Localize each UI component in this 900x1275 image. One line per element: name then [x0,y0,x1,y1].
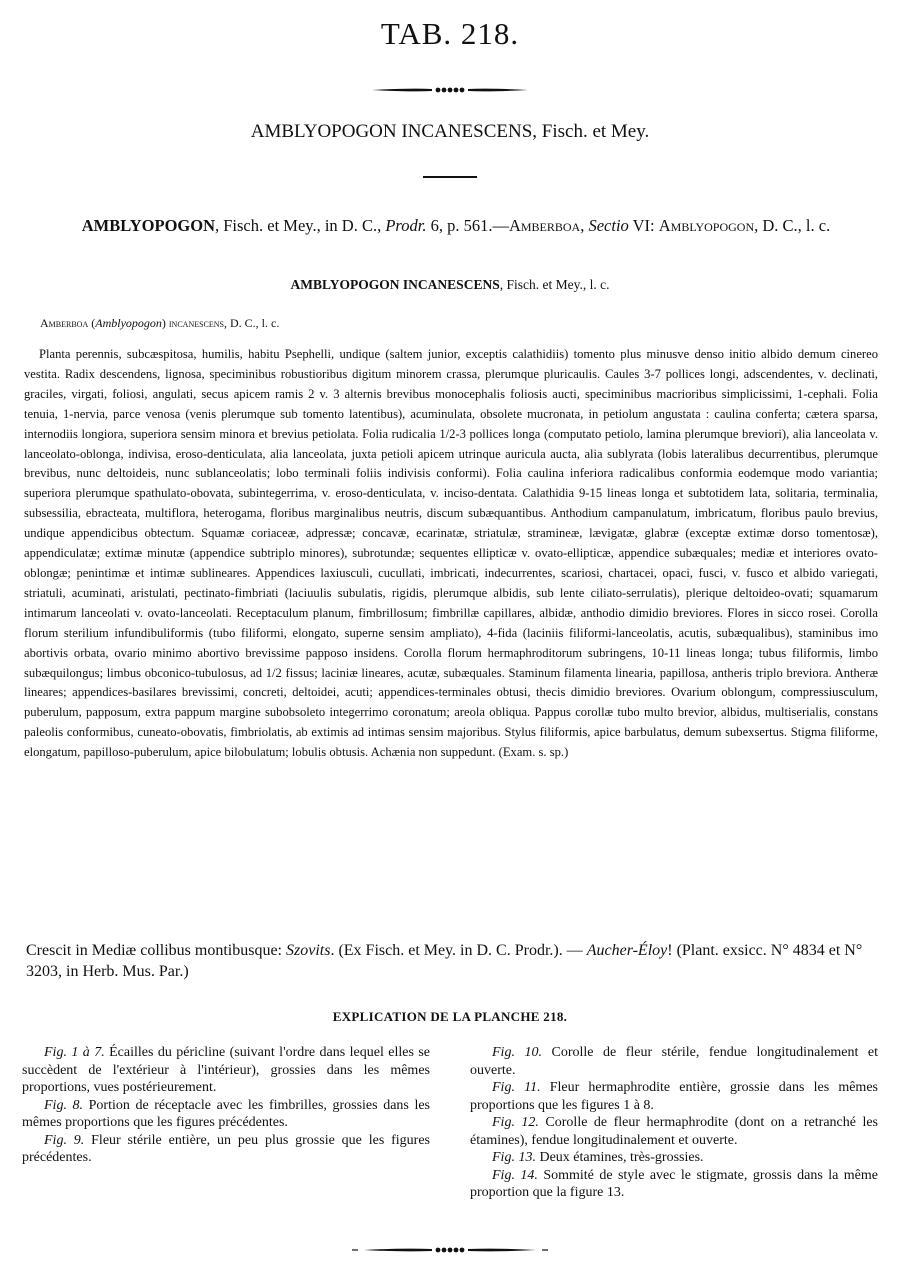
section-word: Sectio [588,216,629,235]
figure-caption: Fig. 12. Corolle de fleur hermaphrodite (dont on a retranché les étamines), fendue longitudinalement et ouverte. [470,1115,878,1148]
species-description: Planta perennis, subcæspitosa, humilis, habitu Psephelli, undique (saltem junior, exceptis calathidiis) tomento plus minusve denso initio albido demum cinereo vestita. Radix descendens, lignosa, speciminibus robustioribus digitum minorem crassa, plerumque pluricaulis. Caules 3-7 pollices longi, adscendentes, v. declinati, graciles, virgati, foliosi, angulati, secus apicem ramis 2 v. 3 alternis brevibus monocephalis foliosis aucti, speciminibus macrioribus simplicissimi, 1-cephali. Folia tenuia, 1-nervia, parce venosa (venis plerumque sub tomento latentibus), acuminulata, obsolete mucronata, in petiolum angustata : caulina conferta; cætera sparsa, internodiis longiora, superiora sensim minora et brevius petiolata. Folia rudicalia 1/2-3 pollices longa (computato petiolo, lamina plerumque breviori), alia lanceolata v. lanceolato-oblonga, indivisa, eroso-denticulata, alia lanceolata, juxta petioli apicem utrinque auricula aucta, alia sublyrata (lobis lateralibus decurrentibus, plerumque brevibus, nunc deltoideis, nunc sublanceolatis; lobo terminali foliis indivisis conformi). Folia caulina inferiora radicalibus conformia eodemque modo variantia; superiora plerumque spathulato-obovata, subintegerrima, v. eroso-denticulata, v. inciso-dentata. Calathidia 9-15 lineas longa et subtotidem lata, solitaria, terminalia, subsessilia, ebracteata, multiflora, heterogama, floribus marginalibus neutris, discum subæquantibus. Anthodium campanulatum, imbricatum, floribus paulo brevius, undique appendicibus obtectum. Squamæ coriaceæ, adpressæ; concavæ, ecarinatæ, striatulæ, stramineæ, lævigatæ, glabræ (exceptæ extimæ dorso tomentosæ), appendiculatæ; extimæ minutæ (appendice subtriplo minores), subrotundæ; sequentes ellipticæ v. ovato-ellipticæ, appendice subæquales; mediæ et interiores ovato-oblongæ; penintimæ et intimæ sublineares. Appendices laxiusculi, cucullati, imbricati, indecurrentes, scariosi, chartacei, opaci, fusci, v. fusco et albido variegati, striatuli, acuminati, aristulati, pectinato-fimbriati (laciuulis subulatis, rigidis, plerumque albidis, sub lente ciliato-serrulatis), plerique deltoideo-ovati; squamarum intimarum lanceolati v. ovato-lanceolati. Receptaculum planum, fimbrillosum; fimbrillæ capillares, albidæ, anthodio dimidio breviores. Flores in sicco rosei. Corolla florum sterilium infundibuliformis (tubo filiformi, elongato, superne sensim ampliato), 4-fida (laciniis filiformi-lanceolatis, acutis, subæqualibus), staminibus imo abortivis orbata, ovario minimo abortivo brevissime papposo insidens. Corolla florum hermaphroditorum subringens, 10-11 lineas longa; tubus filiformis, limbo subæquilongus; limbus obconico-tubulosus, ad 1/2 fissus; laciniæ lineares, acutæ, subæquales. Staminum filamenta linearia, papillosa, antheris triplo breviora. Antheræ lineares; appendices-basilares brevissimi, concreti, deltoidei, acuti; appendices-terminales obtusi, thecis dimidio breviores. Ovarium oblongum, compressiusculum, puberulum, papposum, extra pappum margine subobsoleto integerrimo coronatum; areola obliqua. Pappus corollæ tubo multo brevior, albidus, multiserialis, constans paleolis conformibus, cuneato-obovatis, fimbriolatis, ab extimis ad intimas sensim majoribus. Stylus filiformis, apice barbulatus, demum subexsertus. Stigma filiforme, elongatum, papilloso-puberulum, apice bilobulatum; lobulis obtusis. Achænia non suppedunt. (Exam. s. sp.) [24,347,878,760]
synonym-epithet: incanescens [168,316,225,330]
plate-title: TAB. 218. [380,16,520,51]
habitat-lead: Crescit in Mediæ collibus montibusque: [26,942,286,959]
synonym-genus: Amberboa [40,316,89,330]
section-number: VI: [628,216,659,235]
figure-caption: Fig. 11. Fleur hermaphrodite entière, grossie dans les mêmes proportions que les figures 1 à 8. [470,1080,878,1113]
explication-heading: EXPLICATION DE LA PLANCHE 218. [332,1009,568,1024]
synonym-close: ) [161,316,169,330]
collector-szovits: Szovits [285,942,331,959]
genus-citation [25,215,887,236]
genus-citation-ref: 6, p. 561.— [426,216,509,235]
figures-right-column [470,1044,878,1202]
genus-tail: , D. C., l. c. [754,216,831,235]
species-ref-name: AMBLYOPOGON INCANESCENS [290,277,500,292]
synonym-subgenus: Amblyopogon [95,316,162,330]
genus-name: AMBLYOPOGON [81,216,215,235]
figures-left-column [22,1044,430,1167]
habitat-tail: ! (Plant. exsicc. N° 4834 et N° 3203, in Herb. Mus. Par.) [26,942,863,980]
species-ref-authority: , Fisch. et Mey., l. c. [499,277,610,292]
bottom-ornament [0,1244,900,1258]
genus-authority: , Fisch. et Mey., in D. C., [215,216,386,235]
species-reference [0,277,900,293]
synonym-authority: , D. C., l. c. [224,316,280,330]
figure-caption: Fig. 14. Sommité de style avec le stigmate, grossis dans la même proportion que la figure 13. [470,1167,878,1200]
synonym-line [40,316,279,331]
genus-work: Prodr. [385,216,427,235]
section-name: Amblyopogon [658,216,755,235]
figure-caption: Fig. 8. Portion de réceptacle avec les fimbrilles, grossies dans les mêmes proportions que les figures précédentes. [22,1097,430,1130]
synonym-open: ( [88,316,96,330]
figure-caption: Fig. 9. Fleur stérile entière, un peu plus grossie que les figures précédentes. [22,1132,430,1165]
section-genus: Amberboa [508,216,581,235]
top-ornament [0,84,900,98]
collector-aucher: Aucher-Éloy [586,942,668,959]
section-rule [423,176,477,178]
habitat-note [26,940,878,982]
figure-caption: Fig. 13. Deux étamines, très-grossies. [492,1150,704,1165]
figure-caption: Fig. 10. Corolle de fleur stérile, fendue longitudinalement et ouverte. [470,1045,878,1078]
habitat-mid: . (Ex Fisch. et Mey. in D. C. Prodr.). — [330,942,587,959]
genus-comma: , [580,216,589,235]
figure-caption: Fig. 1 à 7. Écailles du péricline (suivant l'ordre dans lequel elles se succèdent de l'extérieur à l'intérieur), grossies dans les mêmes proportions, vues postérieurement. [22,1045,430,1095]
species-title: AMBLYOPOGON INCANESCENS, Fisch. et Mey. [250,121,650,142]
